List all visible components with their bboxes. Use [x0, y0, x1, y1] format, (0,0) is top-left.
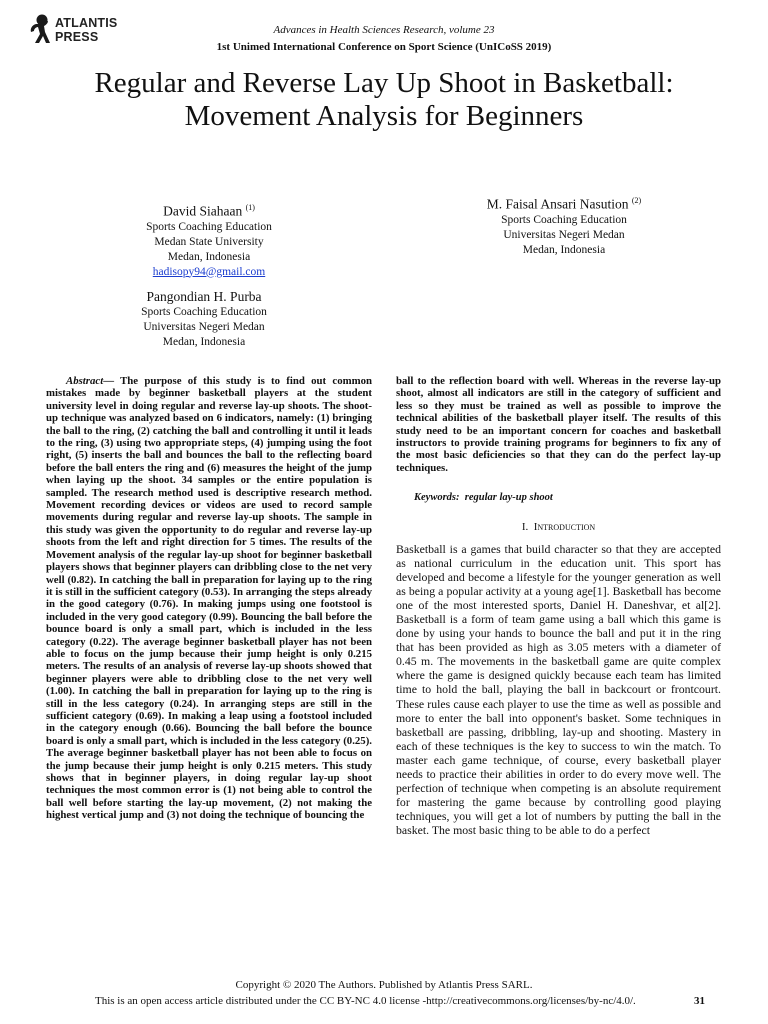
logo-line: PRESS	[55, 30, 99, 44]
author-block	[436, 192, 692, 258]
author-location: Medan, Indonesia	[167, 250, 251, 263]
title-line: Regular and Reverse Lay Up Shoot in Basketball:	[94, 67, 674, 99]
author-affiliation: Universitas Negeri Medan	[143, 321, 265, 333]
author-affiliation: Medan State University	[154, 235, 264, 248]
abstract-label: Abstract	[66, 375, 104, 387]
logo-line: ATLANTIS	[55, 16, 118, 30]
author-affiliation: Sports Coaching Education	[141, 306, 267, 318]
abstract-text: The purpose of this study is to find out common mistakes made by beginner basketball players at the student university level in doing regular and reverse lay-up shoots. The shoot-up technique was analyzed based on 6 indicators, namely: (1) bringing the ball to the ring, (2) catching the ball and controlling it until it leads to the ring, (3) using two appropriate steps, (4) jumping using the foot right, (5) inserts the ball and bounces the ball to the reflecting board before the ball enters the ring and (6) measures the height of the jump when laying up the shoot. 34 samples or the entire population is sampled. The research method used is descriptive research method. Movement recording devices or videos are used to record sample movements during regular and reverse lay-up shoots. The sample in this study was given the opportunity to do regular and reverse lay-up shoots from the left and right direction for 5 times. The results of the Movement analysis of the regular lay-up shoot for beginner basketball players shows that beginner players can dribbling close to the net very well (0.82). In catching the ball in preparation for laying up to the ring it is still in the sufficient category (0.53). In arranging the steps already in the good category (0.76). In making jumps using one footstool is included in the very good category (0.99). Bouncing the ball before the bounce board is only a small part, which is included in the less category (0.22). The average beginner basketball player has not been able to focus on the jump because their jump height is only 0.215 meters. The results of an analysis of reverse lay-up shoots showed that beginner players were able to dribbling close to the net very well (1.00). In catching the ball in preparation for laying up to the ring is still in the less category (0.24). In arranging steps are still in the sufficient category (0.69). In making a leap using a footstool included in the category enough (0.66). Bouncing the ball before the bounce board is only a small part, which is included in the less category (0.25). The average beginner basketball player has not been able to focus on the jump because their jump height is only 0.215 meters. This study shows that in beginner players, in doing regular lay-up shoot techniques the most common error is (1) not being able to control the ball well before starting the lay-up movement, (2) not making the highest vertical jump and (3) not doing the technique of bouncing the	[46, 375, 372, 822]
author-email[interactable]	[84, 265, 334, 280]
title-line: Movement Analysis for Beginners	[184, 100, 584, 132]
license: This is an open access article distributed under the CC BY-NC 4.0 license -http://creativecommons.org/licenses/by-nc/4.0/.	[95, 995, 636, 1007]
keywords-value: regular lay-up shoot	[464, 492, 553, 503]
abstract-left	[46, 375, 372, 822]
author-affiliation: Sports Coaching Education	[501, 213, 627, 226]
author-name: M. Faisal Ansari Nasution $^{(2)}$	[486, 196, 642, 212]
abstract-text-continued: ball to the reflection board with well. Whereas in the reverse lay-up shoot, almost all indicators are still in the category of sufficient and less so they must be trained as well as possible to improve the technical abilities of the basketball player itself. The results of this study need to be an important concern for coaches and basketball instructors to provide training programs for beginners to fix any of the most basic deficiencies so that they can do the perfect lay-up techniques.	[396, 375, 721, 474]
series-name: Advances in Health Sciences Research, volume 23	[273, 24, 495, 36]
introduction-text: Basketball is a games that build character so that they are accepted as national curriculum in the education unit. This sport has developed and become a lifestyle for the younger generation as well as being a popular activity at a young age[1]. Basketball has become one of the most interested sports, Daniel H. Daneshvar, et al[2]. Basketball is a form of team game using a ball which this game is done by using your hands to bounce the ball and put it in the ring that has been provided as high as 3.05 meters with a diameter of 0.45 m. The movements in the basketball game are quite complex where the game is designed quickly because each team has limited time to hold the ball, playing the ball in backcourt or frontcourt. These rules cause each player to use the time as well as possible and more to enter the ball into opponent's basket. Some techniques in basketball are passing, dribbling, lay-up and shooting. Mastery in each of these techniques is the key to success to win the match. To master each game technique, of course, every basketball player needs to practice their abilities in order to do every move well. The perfection of technique when competing is an absolute requirement for mastering the game because by controlling good playing techniques, you will get a lot of numbers by putting the ball in the basket. The most basic thing to be able to do a perfect	[396, 542, 721, 837]
page-number: 31	[694, 995, 705, 1007]
abstract-dash: —	[103, 375, 121, 387]
author-name: David Siahaan $^{(1)}$	[163, 203, 255, 219]
author-location: Medan, Indonesia	[522, 243, 606, 256]
author-block	[84, 288, 324, 350]
section-number: I.	[521, 521, 529, 533]
keywords	[414, 492, 553, 503]
author-block	[84, 199, 334, 280]
section-title: Introduction	[533, 521, 596, 533]
abstract-right	[396, 375, 721, 474]
conference-name: 1st Unimed International Conference on Sport Science (UnICoSS 2019)	[216, 41, 552, 53]
email-link[interactable]: hadisopy94@gmail.com	[152, 265, 266, 278]
author-location: Medan, Indonesia	[162, 336, 246, 348]
copyright: Copyright © 2020 The Authors. Published by Atlantis Press SARL.	[235, 979, 533, 991]
author-affiliation: Sports Coaching Education	[146, 220, 272, 233]
author-affiliation: Universitas Negeri Medan	[503, 228, 625, 241]
keywords-label: Keywords:	[414, 492, 460, 503]
author-name: Pangondian H. Purba	[146, 289, 262, 304]
section-heading	[396, 521, 721, 533]
paper-title	[40, 67, 728, 133]
